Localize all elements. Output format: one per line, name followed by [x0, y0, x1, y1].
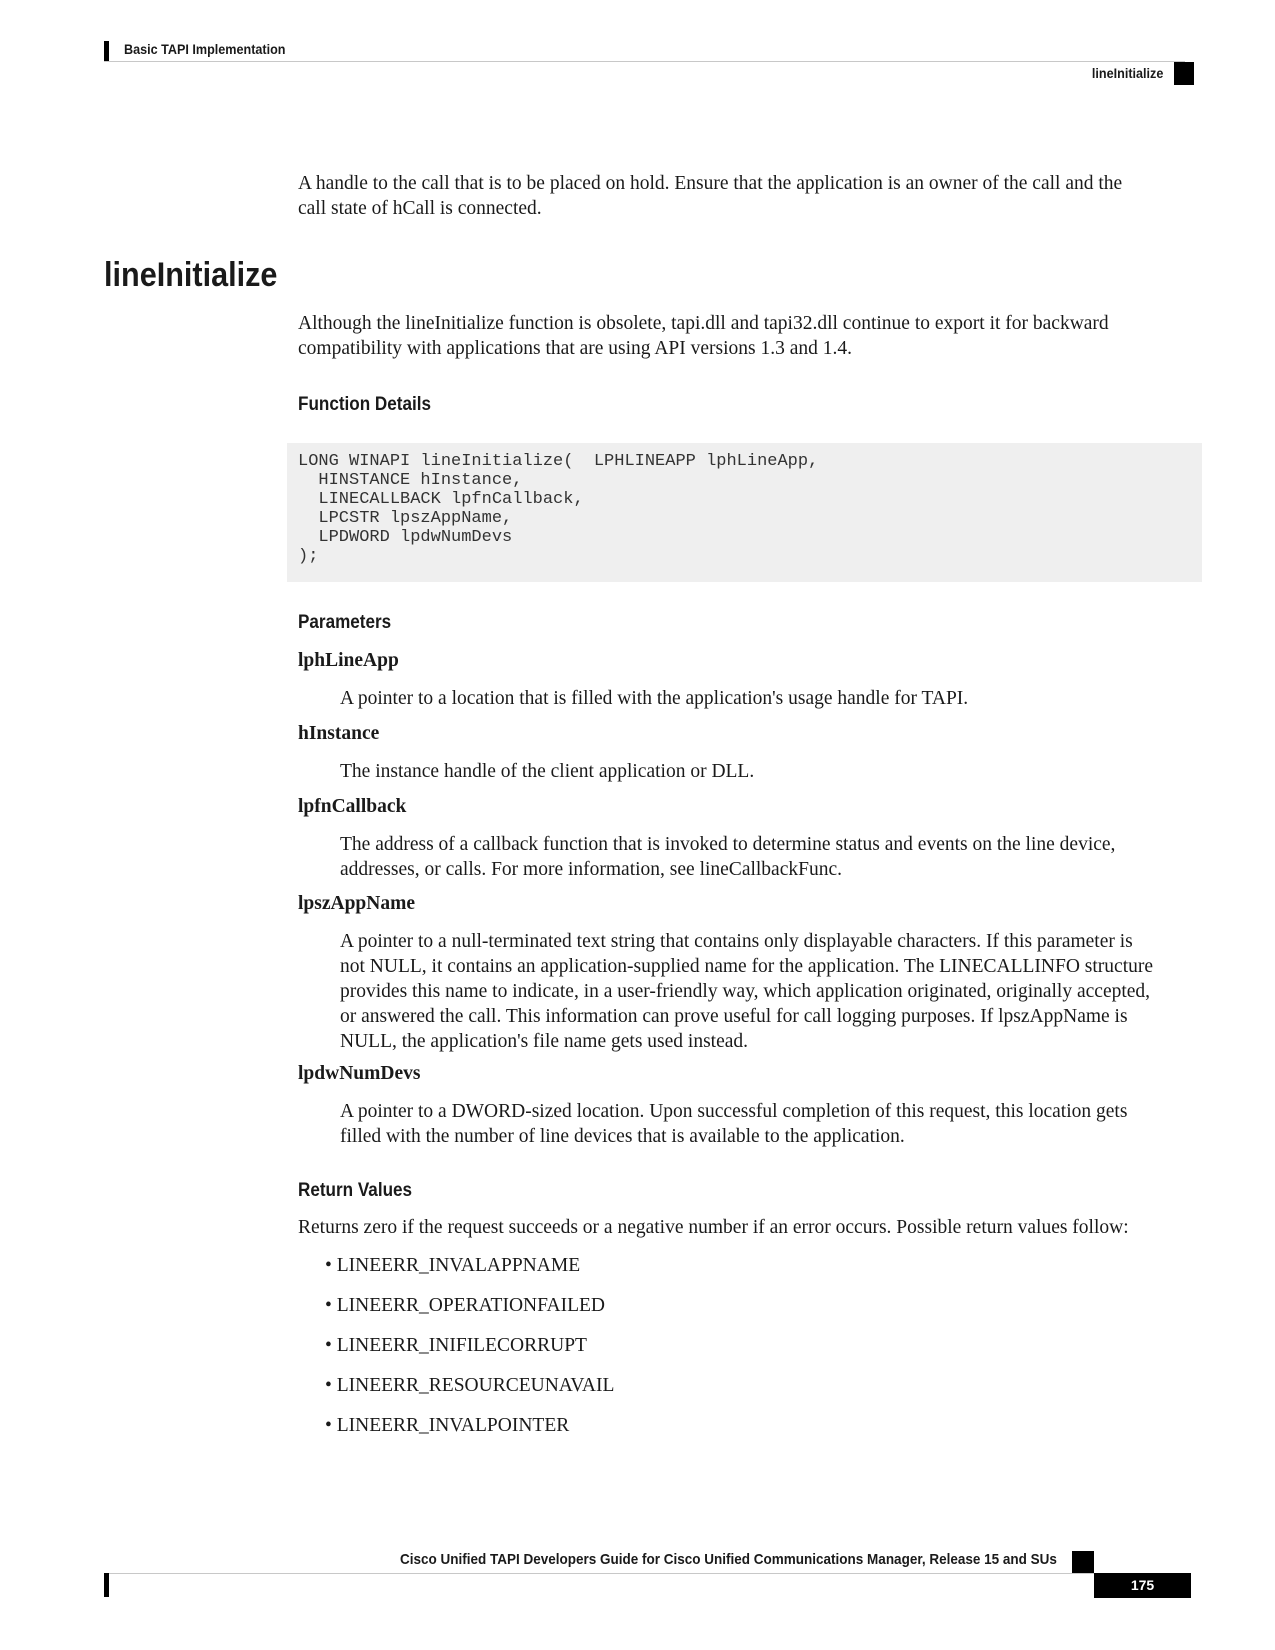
return-value-item: • LINEERR_OPERATIONFAILED	[325, 1295, 605, 1316]
param-description	[340, 929, 1200, 1054]
running-header-section: Basic TAPI Implementation	[124, 41, 286, 57]
param-description	[340, 759, 1200, 784]
code-line: );	[298, 547, 319, 566]
intro-line: A handle to the call that is to be placed on hold. Ensure that the application is an owner of the call and the	[298, 173, 1123, 194]
header-rule	[104, 61, 1185, 62]
page-title: lineInitialize	[104, 256, 278, 294]
param-description-line: The instance handle of the client application or DLL.	[340, 761, 755, 782]
header-thumb-tab	[1174, 62, 1194, 85]
description-line: Although the lineInitialize function is obsolete, tapi.dll and tapi32.dll continue to export it for backward	[298, 313, 1109, 334]
intro-line: call state of hCall is connected.	[298, 198, 542, 219]
return-value-item: • LINEERR_INVALPOINTER	[325, 1415, 570, 1436]
param-description	[340, 832, 1200, 882]
param-name: lpdwNumDevs	[298, 1063, 421, 1084]
running-header-topic: lineInitialize	[1091, 65, 1163, 81]
parameters-heading: Parameters	[298, 612, 392, 633]
param-description-line: A pointer to a location that is filled with the application's usage handle for TAPI.	[340, 688, 969, 709]
code-line: LPDWORD lpdwNumDevs	[298, 528, 513, 547]
return-value-item: • LINEERR_INIFILECORRUPT	[325, 1335, 587, 1356]
param-name: lpfnCallback	[298, 796, 407, 817]
param-name: lpszAppName	[298, 893, 416, 914]
param-description-line: NULL, the application's file name gets used instead.	[340, 1031, 749, 1052]
param-description-line: filled with the number of line devices that is available to the application.	[340, 1126, 905, 1147]
function-details-heading: Function Details	[298, 394, 432, 415]
param-description-line: provides this name to indicate, in a user-friendly way, which application originated, originally accepted,	[340, 981, 1151, 1002]
param-description-line: A pointer to a DWORD-sized location. Upon successful completion of this request, this location gets	[340, 1101, 1128, 1122]
footer-left-bar	[104, 1573, 109, 1597]
footer-rule	[104, 1573, 1106, 1574]
param-description-line: addresses, or calls. For more information, see lineCallbackFunc.	[340, 859, 842, 880]
intro-paragraph	[298, 171, 1188, 221]
param-description-line: The address of a callback function that is invoked to determine status and events on the line device,	[340, 834, 1116, 855]
return-values-heading: Return Values	[298, 1180, 413, 1201]
param-description-line: not NULL, it contains an application-supplied name for the application. The LINECALLINFO structure	[340, 956, 1154, 977]
return-values-text: Returns zero if the request succeeds or a negative number if an error occurs. Possible return values follow:	[298, 1217, 1129, 1238]
footer-thumb-tab	[1072, 1551, 1094, 1573]
param-description-line: or answered the call. This information can prove useful for call logging purposes. If lpszAppName is	[340, 1006, 1128, 1027]
description-line: compatibility with applications that are using API versions 1.3 and 1.4.	[298, 338, 853, 359]
param-name: hInstance	[298, 723, 380, 744]
return-value-item: • LINEERR_RESOURCEUNAVAIL	[325, 1375, 615, 1396]
page-number: 175	[1094, 1573, 1191, 1598]
description-paragraph	[298, 311, 1188, 361]
param-description	[340, 686, 1200, 711]
code-line: LINECALLBACK lpfnCallback,	[298, 490, 584, 509]
param-description-line: A pointer to a null-terminated text string that contains only displayable characters. If this parameter is	[340, 931, 1133, 952]
code-line: LPCSTR lpszAppName,	[298, 509, 513, 528]
return-value-item: • LINEERR_INVALAPPNAME	[325, 1255, 581, 1276]
param-name: lphLineApp	[298, 650, 399, 671]
code-line: LONG WINAPI lineInitialize( LPHLINEAPP lphLineApp,	[298, 452, 819, 471]
code-line: HINSTANCE hInstance,	[298, 471, 523, 490]
footer-title: Cisco Unified TAPI Developers Guide for Cisco Unified Communications Manager, Release 15 and SUs	[400, 1551, 1057, 1568]
header-left-bar	[104, 41, 109, 61]
param-description	[340, 1099, 1200, 1149]
